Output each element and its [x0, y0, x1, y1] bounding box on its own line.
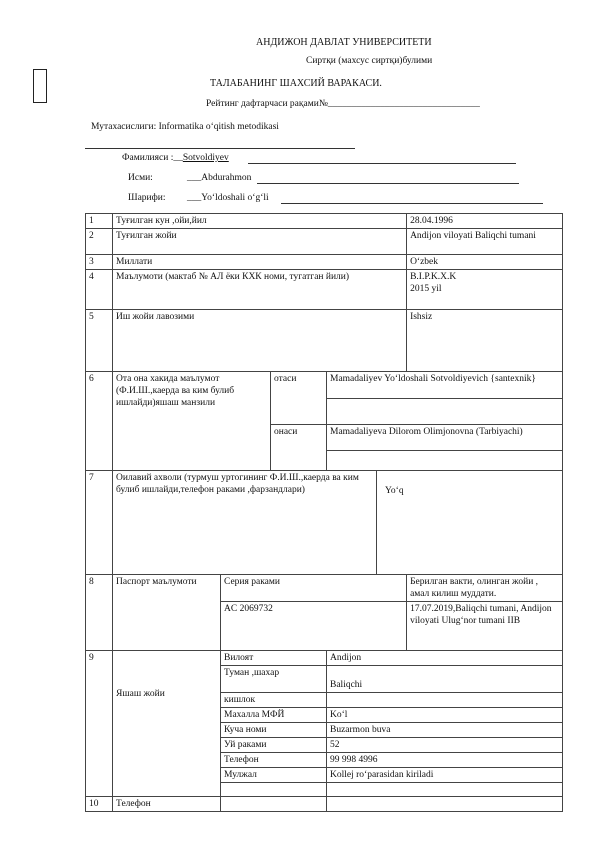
house-value: 52 — [327, 738, 563, 753]
firstname-value: ___Abdurahmon — [187, 173, 252, 183]
mother-label: онаси — [271, 425, 327, 471]
residence-label: Яшаш жойи — [113, 651, 221, 797]
family-value: Yo‘q — [377, 471, 563, 575]
specialty-row — [91, 122, 279, 132]
landmark-value: Kollej ro‘parasidan kiriladi — [327, 768, 563, 783]
village-value — [327, 693, 563, 708]
surname-value: Sotvoldiyev — [182, 153, 229, 163]
phone-value — [327, 797, 563, 812]
table-row — [86, 797, 563, 812]
job-label: Иш жойи лавозими — [113, 310, 407, 372]
table-row — [86, 229, 563, 255]
parents-label: Ота она хакида маълумот (Ф.И.Ш.,каерда ва ким булиб ишлайди)яшаш манзили — [113, 372, 271, 471]
home-phone-label: Телефон — [221, 753, 327, 768]
surname-line — [248, 163, 516, 164]
birthplace-value: Andijon viloyati Baliqchi tumani — [407, 229, 563, 255]
row-number: 3 — [86, 255, 113, 270]
phone-label: Телефон — [113, 797, 221, 812]
region-value: Andijon — [327, 651, 563, 666]
photo-box — [33, 69, 47, 103]
table-row — [86, 310, 563, 372]
education-value — [407, 270, 563, 310]
street-value: Buzarmon buva — [327, 723, 563, 738]
row-number: 1 — [86, 214, 113, 229]
mahalla-label: Махалла МФЙ — [221, 708, 327, 723]
row-number: 2 — [86, 229, 113, 255]
specialty-value: Informatika o‘qitish metodikasi — [158, 122, 279, 132]
university-title: АНДИЖОН ДАВЛАТ УНИВЕРСИТЕТИ — [256, 37, 432, 48]
district-value: Baliqchi — [327, 666, 563, 693]
father-label: отаси — [271, 372, 327, 425]
table-row — [86, 255, 563, 270]
family-label: Оилавий ахволи (турмуш уртогининг Ф.И.Ш.,каерда ва ким булиб ишлайди,телефон раками ,фарзандлари) — [113, 471, 377, 575]
birthdate-label: Туғилган кун ,ойи,йил — [113, 214, 407, 229]
row-number: 6 — [86, 372, 113, 471]
surname-label: Фамилияси :__ — [122, 153, 183, 163]
house-label: Уй раками — [221, 738, 327, 753]
row-number: 4 — [86, 270, 113, 310]
personal-info-table — [85, 213, 563, 812]
empty-cell — [221, 783, 327, 797]
nationality-value: O‘zbek — [407, 255, 563, 270]
region-label: Вилоят — [221, 651, 327, 666]
row-number: 5 — [86, 310, 113, 372]
form-title: ТАЛАБАНИНГ ШАХСИЙ ВАРАКАСИ. — [210, 78, 382, 89]
table-row — [86, 214, 563, 229]
empty-cell — [327, 783, 563, 797]
birthdate-value: 28.04.1996 — [407, 214, 563, 229]
landmark-label: Мулжал — [221, 768, 327, 783]
patronymic-value: ___Yo‘ldoshali o‘g‘li — [187, 193, 269, 203]
surname-row — [122, 153, 229, 163]
mother-extra — [327, 451, 563, 471]
patronymic-label: Шарифи: — [128, 193, 166, 203]
row-number: 9 — [86, 651, 113, 797]
issued-value: 17.07.2019,Baliqchi tumani, Andijon viloyati Ulug‘nor tumani IIB — [407, 602, 563, 651]
firstname-label: Исми: — [128, 173, 153, 183]
row-number: 7 — [86, 471, 113, 575]
issued-label: Берилган вакти, олинган жойи , амал килиш муддати. — [407, 575, 563, 602]
department-title: Сиртқи (махсус сиртқи)булими — [306, 56, 433, 66]
education-year: 2015 yil — [410, 284, 442, 294]
mahalla-value: Ko‘l — [327, 708, 563, 723]
father-extra — [327, 399, 563, 425]
mother-value: Mamadaliyeva Dilorom Olimjonovna (Tarbiyachi) — [327, 425, 563, 451]
birthplace-label: Туғилган жойи — [113, 229, 407, 255]
district-label: Туман ,шахар — [221, 666, 327, 693]
table-row — [86, 651, 563, 666]
street-label: Куча номи — [221, 723, 327, 738]
home-phone-value: 99 998 4996 — [327, 753, 563, 768]
table-row — [86, 471, 563, 575]
row-number: 8 — [86, 575, 113, 651]
specialty-underline — [85, 148, 355, 149]
passport-label: Паспорт маълумоти — [113, 575, 221, 651]
village-label: кишлок — [221, 693, 327, 708]
specialty-label: Мутахасислиги: — [91, 122, 157, 132]
firstname-line — [257, 183, 519, 184]
job-value: Ishsiz — [407, 310, 563, 372]
row-number: 10 — [86, 797, 113, 812]
table-row — [86, 372, 563, 399]
father-value: Mamadaliyev Yo‘ldoshali Sotvoldiyevich {santexnik} — [327, 372, 563, 399]
nationality-label: Миллати — [113, 255, 407, 270]
series-label: Серия раками — [221, 575, 407, 602]
education-label: Маълумоти (мактаб № АЛ ёки КХК номи, тугатган йили) — [113, 270, 407, 310]
table-row — [86, 270, 563, 310]
patronymic-line — [281, 203, 543, 204]
series-value: AC 2069732 — [221, 602, 407, 651]
phone-cell — [221, 797, 327, 812]
education-school: B.I.P.K.X.K — [410, 272, 457, 282]
rating-label: Рейтинг дафтарчаси рақами№________________________________ — [206, 99, 480, 109]
table-row — [86, 575, 563, 602]
